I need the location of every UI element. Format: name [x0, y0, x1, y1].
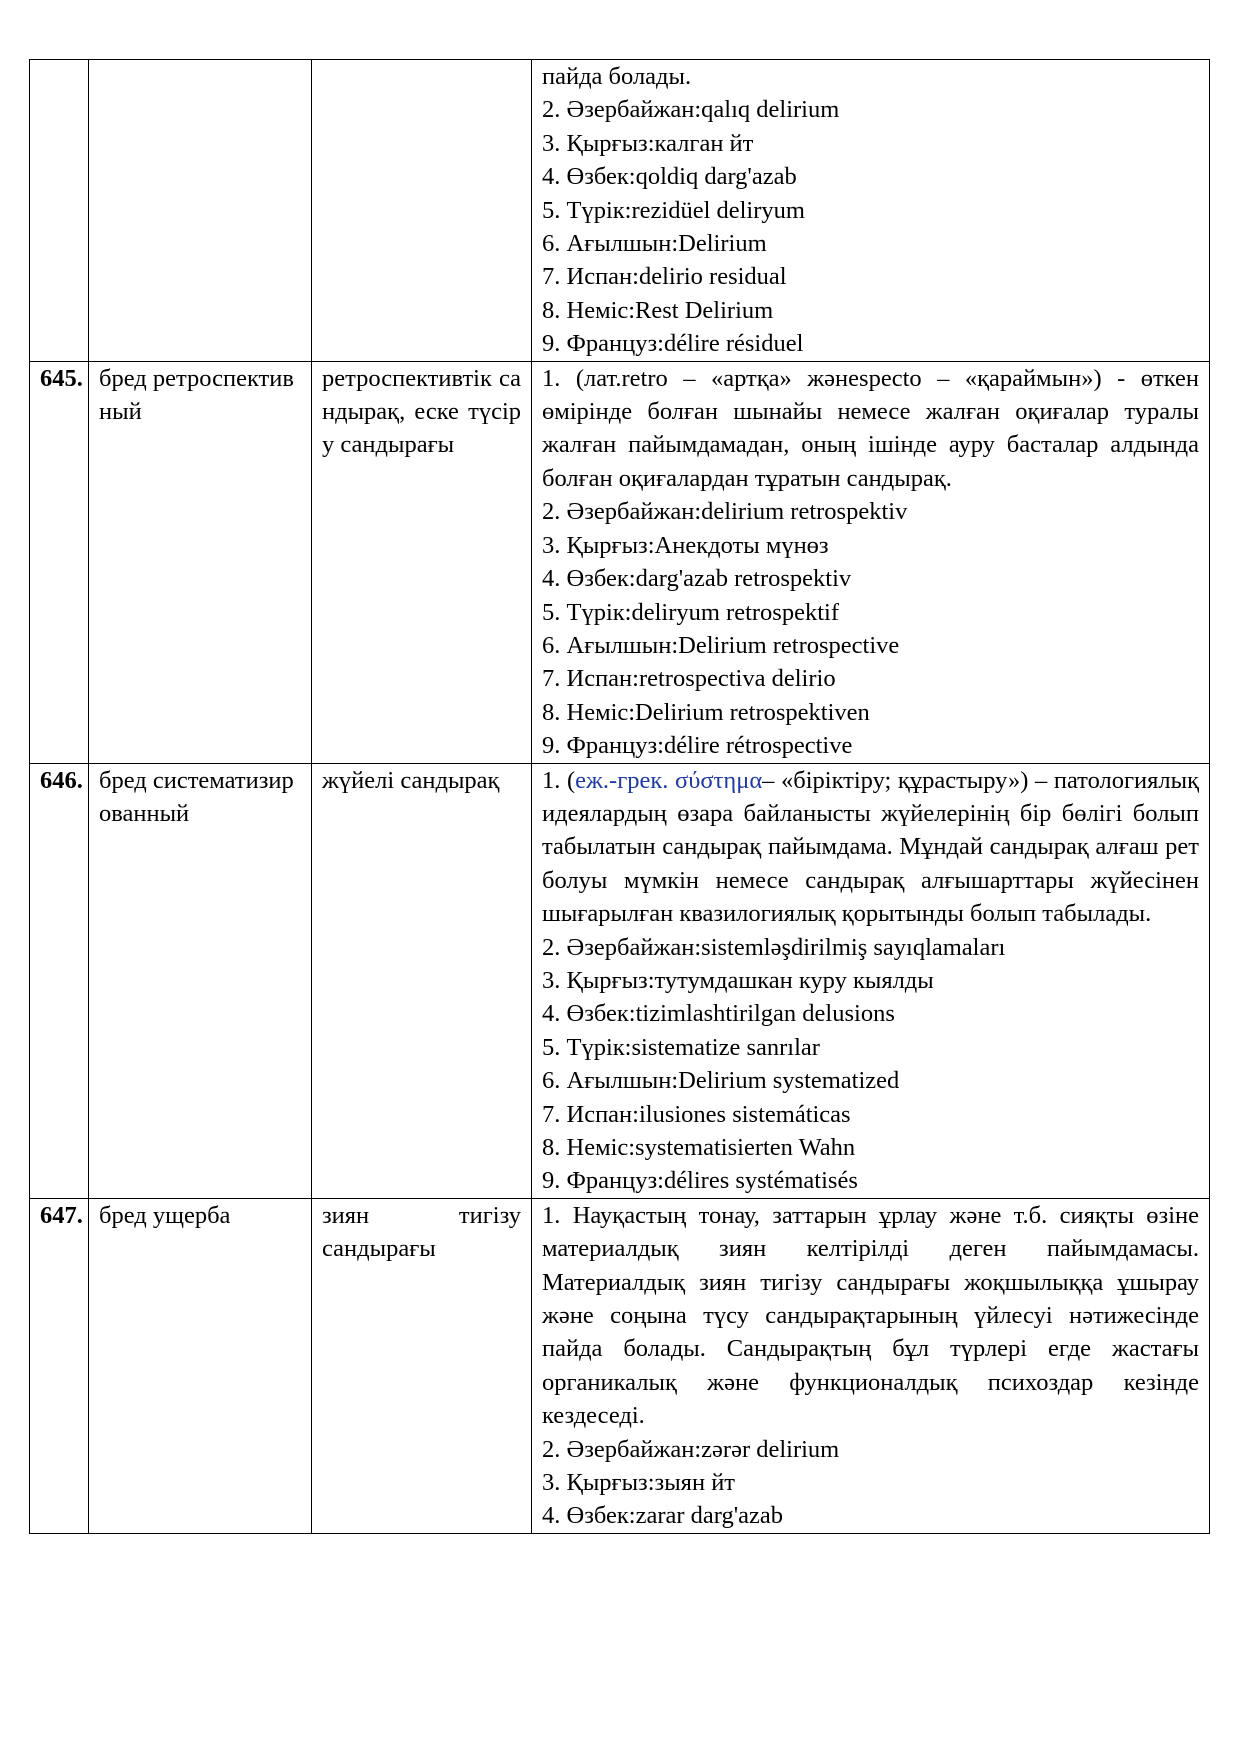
translation-line: 8. Неміс:Delirium retrospektiven	[542, 698, 870, 726]
translation-line: 4. Өзбек:qoldiq darg'azab	[542, 163, 797, 191]
definition-cell	[532, 361, 1210, 763]
definition-cell	[532, 763, 1210, 1198]
table-row	[30, 763, 1210, 1198]
entry-number: 645.	[30, 361, 89, 763]
translation-line: 5. Түрік:rezidüel deliryum	[542, 196, 805, 224]
russian-term: бред систематизированный	[89, 763, 312, 1198]
table-row	[30, 60, 1210, 362]
translation-line: 4. Өзбек:zarar darg'azab	[542, 1502, 784, 1530]
entry-number: 646.	[30, 763, 89, 1198]
entry-number: 647.	[30, 1198, 89, 1533]
russian-term	[89, 60, 312, 362]
dictionary-table	[29, 59, 1210, 1534]
table-row	[30, 361, 1210, 763]
translation-line: 4. Өзбек:tizimlashtirilgan delusions	[542, 1000, 895, 1028]
russian-term: бред ущерба	[89, 1198, 312, 1533]
kazakh-term: жүйелі сандырақ	[312, 763, 532, 1198]
translation-line: 7. Испан:delirio residual	[542, 263, 787, 291]
translation-line: 9. Француз:délire résiduel	[542, 330, 804, 358]
translation-line: 2. Әзербайжан:qalıq delirium	[542, 96, 840, 124]
translation-line: 5. Түрік:deliryum retrospektif	[542, 598, 839, 626]
translation-line: 8. Неміс:systematisierten Wahn	[542, 1134, 856, 1161]
kazakh-term: зиян тигізу сандырағы	[312, 1198, 532, 1533]
definition-text	[542, 764, 1199, 931]
translation-line: 7. Испан:ilusiones sistemáticas	[542, 1100, 851, 1128]
translation-line: 5. Түрік:sistematize sanrılar	[542, 1033, 820, 1061]
translation-line: 2. Әзербайжан:sistemləşdirilmiş sayıqlamaları	[542, 933, 1006, 961]
entry-number	[30, 60, 89, 362]
definition-cell	[532, 1198, 1210, 1533]
translation-line: 9. Француз:délires systématisés	[542, 1167, 858, 1195]
translation-line: 6. Ағылшын:Delirium systematized	[542, 1067, 900, 1095]
translation-line: 3. Қырғыз:зыян йт	[542, 1469, 736, 1497]
definition-text: пайда болады.	[542, 63, 692, 90]
translation-line: 3. Қырғыз:калган йт	[542, 129, 754, 157]
translation-line: 2. Әзербайжан:delirium retrospektiv	[542, 498, 908, 526]
etymology-link[interactable]: еж.-грек. σύστημα	[575, 766, 763, 794]
translation-line: 2. Әзербайжан:zərər delirium	[542, 1435, 840, 1463]
definition-text: 1. Науқастың тонау, заттарын ұрлау және т.б. сияқты өзіне материалдық зиян келтірілді деген пайымдамасы. Материалдық зиян тигізу сандырағы жоқшылыққа ұшырау және соңына түсу сандырақтарының үйлесуі нәтижесінде пайда болады. Сандырақтың бұл түрлері егде жастағы органикалық және функционалдық психоздар кезінде кездеседі.	[542, 1201, 1199, 1430]
translation-line: 8. Неміс:Rest Delirium	[542, 296, 774, 324]
definition-text: 1. (лат.retro – «артқа» жәнеspecto – «қараймын») - өткен өмірінде болған шынайы немесе жалған оқиғалар туралы жалған пайымдамадан, оның ішінде ауру басталар алдында болған оқиғалардан тұратын сандырақ.	[542, 364, 1199, 492]
table-row	[30, 1198, 1210, 1533]
kazakh-term	[312, 60, 532, 362]
definition-cell	[532, 60, 1210, 362]
translation-line: 3. Қырғыз:тутумдашкан куру кыялды	[542, 966, 934, 994]
translation-line: 6. Ағылшын:Delirium	[542, 230, 767, 258]
translation-line: 3. Қырғыз:Анекдоты мүнөз	[542, 531, 829, 559]
translation-line: 9. Француз:délire rétrospective	[542, 732, 853, 760]
translation-line: 7. Испан:retrospectiva delirio	[542, 665, 836, 693]
translation-line: 4. Өзбек:darg'azab retrospektiv	[542, 565, 852, 593]
kazakh-term: ретроспективтік сандырақ, еске түсіру сандырағы	[312, 361, 532, 763]
russian-term: бред ретроспективный	[89, 361, 312, 763]
definition-intro: 1. (	[542, 766, 576, 794]
definition-body: – «біріктіру; құрастыру») – патологиялық идеялардың өзара байланысты жүйелерінің бір бөлігі болып табылатын сандырақ пайымдама. Мұндай сандырақ алғаш рет болуы мүмкін немесе сандырақ алғышарттары жүйесінен шығарылған квазилогиялық қорытынды болып табылады.	[542, 766, 1199, 928]
translation-line: 6. Ағылшын:Delirium retrospective	[542, 631, 900, 659]
